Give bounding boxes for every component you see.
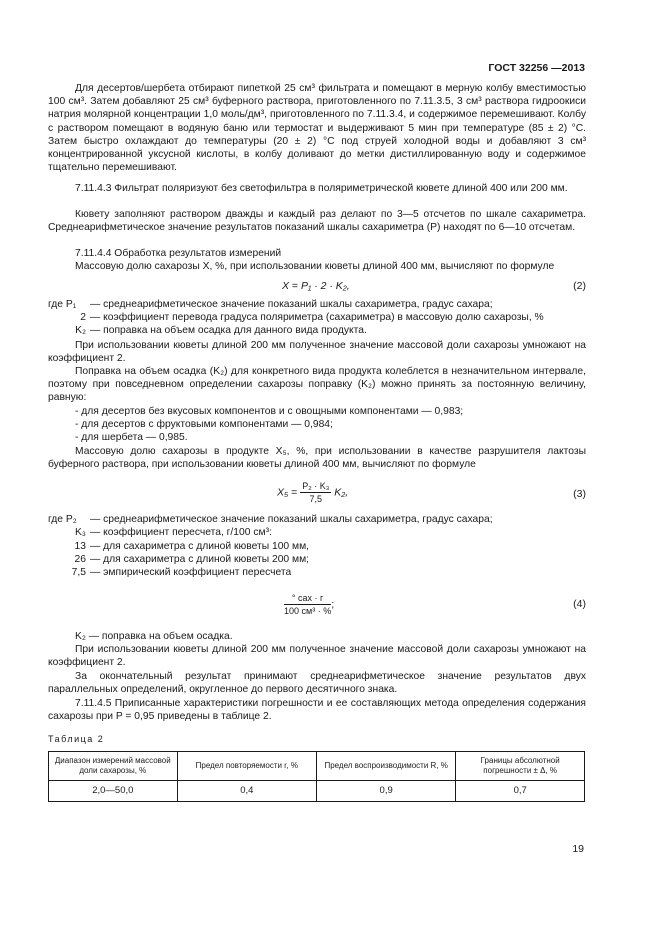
where2-row-4: [48, 553, 309, 566]
paragraph-formula-intro-2: Массовую долю сахарозы X, %, при использовании кюветы длиной 400 мм, вычисляют по формуле: [75, 261, 555, 272]
k2-note: K₂ — поправка на объем осадка.: [75, 631, 233, 642]
standard-header: ГОСТ 32256 —2013: [488, 62, 585, 74]
list-item-k2-3: - для шербета — 0,985.: [75, 432, 188, 443]
formula-3-denominator: 7,5: [309, 494, 323, 504]
where1-text-1: — среднеарифметическое значение показаний шкалы сахариметра, градус сахара;: [90, 299, 493, 310]
where1-text-2: — коэффициент перевода градуса поляриметра (сахариметра) в массовую долю сахарозы, %: [90, 312, 544, 323]
where2-row-2: [48, 526, 272, 539]
where2-text-5: — эмпирический коэффициент пересчета: [90, 567, 292, 578]
table-header-cell: Диапазон измерений массовой доли сахарозы, %: [49, 752, 178, 781]
paragraph-200mm-note-2: При использовании кюветы длиной 200 мм полученное значение массовой доли сахарозы умножают на коэффициент 2.: [48, 644, 586, 669]
formula-2: X = P₁ · 2 · K₂,: [282, 280, 350, 292]
page-number: 19: [572, 843, 584, 855]
paragraph-7-11-4-3: 7.11.4.3 Фильтрат поляризуют без светофильтра в поляриметрической кювете длиной 400 или 200 мм.: [75, 183, 568, 194]
formula-4-numerator: ° сах · г: [284, 592, 331, 605]
table-cell: 0,4: [177, 781, 316, 802]
where2-sym-1: где P₂: [48, 514, 77, 525]
where2-sym-2: K₃: [74, 527, 86, 538]
formula-3-lhs: X₅: [277, 486, 289, 499]
formula-3-numerator: P₂ · K₃: [302, 481, 330, 491]
table-header-row: [49, 752, 585, 781]
table-2: [48, 751, 585, 802]
where2-sym-3: 13: [74, 541, 86, 552]
where1-row-2: [48, 311, 544, 324]
where2-sym-4: 26: [74, 554, 86, 565]
formula-3-number: (3): [573, 488, 586, 500]
formula-4-number: (4): [573, 598, 586, 610]
where2-sym-5: 7,5: [71, 567, 86, 578]
where1-sym-2: 2: [80, 312, 86, 323]
formula-3-fraction: [300, 480, 331, 505]
formula-4-fraction: [284, 592, 331, 617]
table-header-cell: Предел воспроизводимости R, %: [316, 752, 455, 781]
section-heading-7-11-4-4: 7.11.4.4 Обработка результатов измерений: [75, 248, 282, 259]
where2-row-5: [48, 566, 291, 579]
table-row: [49, 781, 585, 802]
paragraph-cuvette: Кювету заполняют раствором дважды и каждый раз делают по 3—5 отсчетов по шкале сахариметра. Среднеарифметическое значение результатов показаний шкалы сахариметра (P) находят по 6—10 отсчетам.: [48, 209, 586, 234]
table-header-cell: Границы абсолютной погрешности ± Δ, %: [456, 752, 585, 781]
table-cell: 0,9: [316, 781, 455, 802]
paragraph-dessert-prep: Для десертов/шербета отбирают пипеткой 25 см³ фильтрата и помещают в мерную колбу вместимостью 100 см³. Затем добавляют 25 см³ буферного раствора, приготовленного по 7.11.3.5, 3 см³ раствора гидроокиси натрия молярной концентрации 1,0 моль/дм³, приготовленного по 7.11.3.4, и содержимое перемешивают. Колбу с раствором помещают в водяную баню или термостат и выдерживают 5 мин при температуре (85 ± 2) °С. Затем быстро охлаждают до температуры (20 ± 2) °С под струей холодной воды и добавляют 3 см³ концентрированной уксусной кислоты, в колбу доливают до метки дистиллированную воду и содержимое тщательно перемешивают.: [48, 83, 586, 174]
formula-4-denominator: 100 см³ · %: [284, 606, 332, 616]
where1-row-3: [48, 324, 367, 337]
formula-3: X₅ = $\frac{\text{P₂ · K₃}}{7,5}$ K₂,: [277, 481, 349, 504]
paragraph-7-11-4-5: 7.11.4.5 Приписанные характеристики погрешности и ее составляющих метода определения содержания сахарозы при P = 0,95 приведены в таблице 2.: [48, 698, 586, 723]
where2-text-2: — коэффициент пересчета, г/100 см³:: [90, 527, 272, 538]
paragraph-final-result: За окончательный результат принимают среднеарифметическое значение результатов двух параллельных определений, округленное до первого десятичного знака.: [48, 671, 586, 696]
where2-row-3: [48, 540, 309, 553]
table-cell: 0,7: [456, 781, 585, 802]
paragraph-k2-correction: Поправка на объем осадка (K₂) для конкретного вида продукта колеблется в незначительном интервале, поэтому при повседневном определении сахарозы поправку (K₂) можно принять за постоянную величину, равную:: [48, 366, 586, 404]
formula-2-number: (2): [573, 280, 586, 292]
table-header-cell: Предел повторяемости r, %: [177, 752, 316, 781]
formula-4-tail: ;: [331, 598, 335, 611]
table-caption: Таблица 2: [48, 734, 105, 744]
where1-text-3: — поправка на объем осадка для данного вида продукта.: [90, 325, 367, 336]
where2-text-1: — среднеарифметическое значение показаний шкалы сахариметра, градус сахара;: [90, 514, 493, 525]
list-item-k2-1: - для десертов без вкусовых компонентов и с овощными компонентами — 0,983;: [75, 406, 464, 417]
formula-3-tail: K₂,: [334, 486, 349, 499]
formula-2-lhs: X: [282, 280, 290, 292]
formula-2-rhs: P₁ · 2 · K₂,: [300, 280, 350, 292]
where2-row-1: [48, 513, 493, 526]
formula-4: [284, 592, 334, 617]
where1-sym-3: K₂: [75, 325, 86, 336]
where1-row-1: [48, 298, 493, 311]
where2-text-3: — для сахариметра с длиной кюветы 100 мм,: [90, 541, 310, 552]
paragraph-200mm-note-1: При использовании кюветы длиной 200 мм полученное значение массовой доли сахарозы умножают на коэффициент 2.: [48, 340, 586, 365]
where2-text-4: — для сахариметра с длиной кюветы 200 мм;: [90, 554, 310, 565]
paragraph-formula-intro-3: Массовую долю сахарозы в продукте X₅, %, при использовании в качестве разрушителя лактозы буферного раствора, при использовании кюветы длиной 400 мм, вычисляют по формуле: [48, 446, 586, 471]
where1-sym-1: где P₁: [48, 299, 77, 310]
table-cell: 2,0—50,0: [49, 781, 178, 802]
list-item-k2-2: - для десертов с фруктовыми компонентами — 0,984;: [75, 419, 333, 430]
